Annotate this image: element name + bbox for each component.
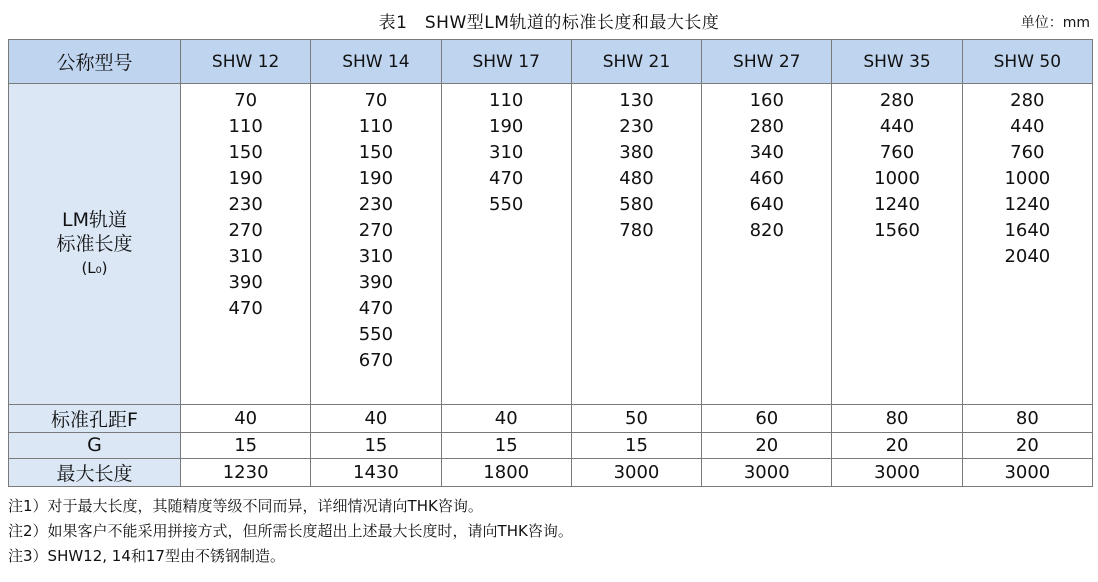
length-value: 480	[619, 168, 654, 190]
length-value: 440	[879, 116, 915, 138]
note: 注3）SHW12, 14和17型由不锈钢制造。	[8, 547, 285, 565]
length-cell	[441, 84, 571, 405]
label-line: 标准长度	[56, 232, 133, 255]
table-cell: 15	[181, 432, 311, 458]
note: 注1）对于最大长度，其随精度等级不同而异，详细情况请向THK咨询。	[8, 497, 483, 515]
table-cell: 3000	[702, 458, 832, 486]
g-label: G	[9, 432, 181, 458]
length-value: 110	[228, 116, 263, 138]
model-header: SHW 14	[311, 40, 441, 84]
length-value: 780	[619, 220, 654, 242]
length-value: 280	[1010, 90, 1045, 112]
header-label: 公称型号	[9, 40, 181, 84]
header-row	[9, 40, 1093, 84]
length-value: 390	[358, 272, 394, 294]
model-header: SHW 12	[181, 40, 311, 84]
length-value: 270	[358, 220, 394, 242]
length-cell	[311, 84, 441, 405]
table-cell: 3000	[571, 458, 701, 486]
unit-label: 单位：mm	[1020, 15, 1090, 31]
length-value: 640	[749, 194, 784, 216]
model-header: SHW 50	[962, 40, 1092, 84]
table-cell: 1230	[181, 458, 311, 486]
length-value: 110	[489, 90, 524, 112]
standard-length-label	[9, 84, 181, 405]
length-value: 390	[228, 272, 263, 294]
length-value: 150	[228, 142, 263, 164]
table-cell: 1430	[311, 458, 441, 486]
pitch-label: 标准孔距F	[9, 404, 181, 432]
length-value: 150	[358, 142, 394, 164]
length-value: 310	[358, 246, 394, 268]
table-cell: 40	[311, 404, 441, 432]
length-value: 230	[619, 116, 654, 138]
length-value: 470	[358, 298, 394, 320]
max-length-row	[9, 458, 1093, 486]
model-header: SHW 21	[571, 40, 701, 84]
length-value: 70	[234, 90, 258, 112]
model-header: SHW 35	[832, 40, 962, 84]
length-value: 470	[228, 298, 263, 320]
length-value: 310	[489, 142, 524, 164]
length-value: 760	[1010, 142, 1045, 164]
table-cell: 3000	[832, 458, 962, 486]
g-row	[9, 432, 1093, 458]
length-value: 760	[879, 142, 915, 164]
length-value: 1560	[874, 220, 920, 242]
length-value: 1640	[1004, 220, 1051, 242]
length-value: 580	[619, 194, 654, 216]
length-value: 440	[1010, 116, 1045, 138]
length-cell	[571, 84, 701, 405]
length-value: 470	[489, 168, 524, 190]
length-value: 230	[228, 194, 263, 216]
length-cell	[181, 84, 311, 405]
table-cell: 80	[962, 404, 1092, 432]
length-value: 190	[228, 168, 263, 190]
table-cell: 40	[181, 404, 311, 432]
length-value: 460	[749, 168, 784, 190]
spec-table	[8, 39, 1093, 487]
length-cell	[962, 84, 1092, 405]
pitch-row	[9, 404, 1093, 432]
length-value: 1240	[1004, 194, 1051, 216]
length-value: 160	[749, 90, 784, 112]
length-value: 670	[358, 350, 394, 372]
length-value: 190	[489, 116, 524, 138]
length-value: 2040	[1004, 246, 1051, 268]
length-value: 1000	[1004, 168, 1051, 190]
table-cell: 50	[571, 404, 701, 432]
table-cell: 15	[571, 432, 701, 458]
notes	[8, 494, 573, 569]
length-cell	[832, 84, 962, 405]
table-cell: 40	[441, 404, 571, 432]
length-value: 280	[879, 90, 915, 112]
length-value: 70	[364, 90, 388, 112]
length-value: 340	[749, 142, 784, 164]
length-cell	[702, 84, 832, 405]
label-line: (L₀)	[81, 258, 108, 277]
label-line: LM轨道	[62, 208, 127, 231]
table-cell: 80	[832, 404, 962, 432]
table-cell: 20	[702, 432, 832, 458]
max-length-label: 最大长度	[9, 458, 181, 486]
length-value: 130	[619, 90, 654, 112]
model-header: SHW 27	[702, 40, 832, 84]
standard-length-row	[9, 84, 1093, 405]
table-cell: 60	[702, 404, 832, 432]
length-value: 190	[358, 168, 394, 190]
table-cell: 20	[962, 432, 1092, 458]
length-value: 310	[228, 246, 263, 268]
length-value: 110	[358, 116, 394, 138]
length-value: 1000	[874, 168, 920, 190]
table-cell: 15	[441, 432, 571, 458]
length-value: 550	[489, 194, 524, 216]
length-value: 820	[749, 220, 784, 242]
table-cell: 20	[832, 432, 962, 458]
table-caption: 表1 SHW型LM轨道的标准长度和最大长度	[378, 13, 720, 33]
table-cell: 15	[311, 432, 441, 458]
note: 注2）如果客户不能采用拼接方式，但所需长度超出上述最大长度时，请向THK咨询。	[8, 522, 573, 540]
model-header: SHW 17	[441, 40, 571, 84]
length-value: 270	[228, 220, 263, 242]
length-value: 550	[358, 324, 394, 346]
length-value: 230	[358, 194, 394, 216]
table-cell: 1800	[441, 458, 571, 486]
length-value: 1240	[874, 194, 920, 216]
table-cell: 3000	[962, 458, 1092, 486]
length-value: 380	[619, 142, 654, 164]
length-value: 280	[749, 116, 784, 138]
